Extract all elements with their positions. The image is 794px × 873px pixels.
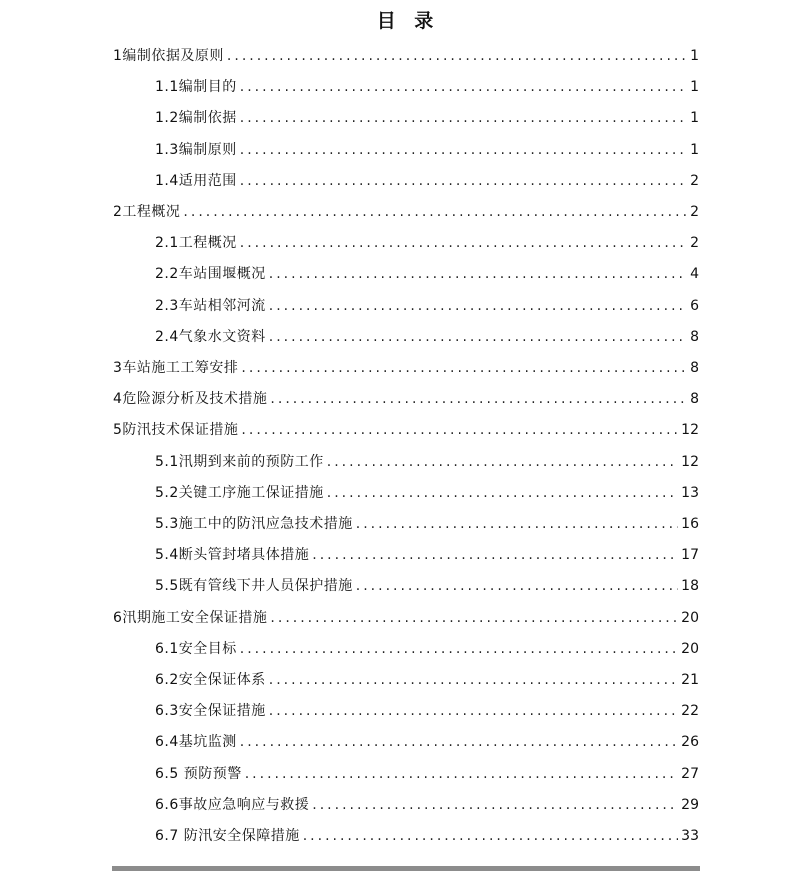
toc-entry-page-number: 13 bbox=[681, 484, 699, 501]
toc-entry-label: 6.6事故应急响应与救援 bbox=[155, 796, 310, 813]
toc-entry-label: 5.4断头管封堵具体措施 bbox=[155, 547, 310, 564]
toc-entry[interactable] bbox=[113, 606, 699, 630]
dot-leader bbox=[269, 668, 678, 692]
toc-entry-page-number: 18 bbox=[681, 578, 699, 595]
toc-entry-page-number: 16 bbox=[681, 516, 699, 532]
toc-entry[interactable] bbox=[155, 762, 699, 786]
dot-leader bbox=[356, 512, 678, 536]
toc-entry-page-number: 20 bbox=[681, 640, 699, 657]
toc-entry-page-number: 8 bbox=[690, 328, 699, 345]
toc-entry[interactable] bbox=[155, 824, 699, 848]
toc-entry-label: 5.5既有管线下井人员保护措施 bbox=[155, 578, 353, 595]
dot-leader bbox=[270, 606, 678, 630]
toc-entry-page-number: 1 bbox=[690, 110, 699, 127]
dot-leader bbox=[240, 231, 687, 255]
toc-entry-label: 6.3安全保证措施 bbox=[155, 703, 266, 720]
dot-leader bbox=[240, 106, 687, 130]
dot-leader bbox=[245, 762, 678, 786]
toc-title: 目 录 bbox=[376, 10, 440, 32]
toc-entry-label: 1.3编制原则 bbox=[155, 141, 237, 158]
toc-entry-page-number: 8 bbox=[690, 360, 699, 376]
toc-entry[interactable] bbox=[155, 450, 699, 474]
dot-leader bbox=[270, 387, 687, 411]
dot-leader bbox=[240, 637, 678, 661]
toc-entry-label: 1编制依据及原则 bbox=[113, 48, 224, 64]
toc-entry[interactable] bbox=[155, 138, 699, 162]
dot-leader bbox=[269, 294, 687, 318]
dot-leader bbox=[269, 262, 687, 286]
toc-entry-page-number: 2 bbox=[690, 204, 699, 220]
toc-entry[interactable] bbox=[113, 387, 699, 411]
toc-entry[interactable] bbox=[155, 793, 699, 817]
toc-entry-page-number: 21 bbox=[681, 672, 699, 688]
toc-entry-label: 6.2安全保证体系 bbox=[155, 672, 266, 688]
toc-entry-label: 1.1编制目的 bbox=[155, 79, 237, 96]
toc-entry[interactable] bbox=[155, 169, 699, 193]
toc-entry-page-number: 2 bbox=[690, 172, 699, 189]
dot-leader bbox=[312, 793, 678, 817]
toc-entry[interactable] bbox=[155, 262, 699, 286]
toc-entry-label: 1.2编制依据 bbox=[155, 110, 237, 127]
toc-entry[interactable] bbox=[155, 231, 699, 255]
toc-entry[interactable] bbox=[155, 325, 699, 349]
toc-entry[interactable] bbox=[155, 730, 699, 754]
toc-entry-page-number: 26 bbox=[681, 734, 699, 751]
toc-entry-page-number: 29 bbox=[681, 796, 699, 813]
toc-entry-page-number: 12 bbox=[681, 422, 699, 439]
toc-entry-label: 2.2车站围堰概况 bbox=[155, 266, 266, 283]
toc-entry[interactable] bbox=[113, 200, 699, 224]
toc-entry[interactable] bbox=[155, 543, 699, 567]
toc-entry-page-number: 6 bbox=[690, 297, 699, 314]
dot-leader bbox=[240, 169, 687, 193]
toc-entry-label: 2.3车站相邻河流 bbox=[155, 297, 266, 314]
dot-leader bbox=[356, 574, 678, 598]
toc-entry-label: 2.4气象水文资料 bbox=[155, 328, 266, 345]
toc-entry-page-number: 8 bbox=[690, 391, 699, 408]
dot-leader bbox=[269, 699, 678, 723]
toc-entry-page-number: 20 bbox=[681, 609, 699, 626]
toc-entry[interactable] bbox=[155, 699, 699, 723]
toc-entry[interactable] bbox=[155, 574, 699, 598]
page-bottom-divider bbox=[112, 866, 700, 871]
toc-entry[interactable] bbox=[113, 418, 699, 442]
toc-entry[interactable] bbox=[155, 106, 699, 130]
toc-entry-label: 6汛期施工安全保证措施 bbox=[113, 609, 268, 626]
toc-entry[interactable] bbox=[113, 44, 699, 68]
toc-entry-label: 5.1汛期到来前的预防工作 bbox=[155, 453, 324, 470]
dot-leader bbox=[227, 44, 687, 68]
toc-entry-page-number: 4 bbox=[690, 266, 699, 283]
toc-entry[interactable] bbox=[113, 356, 699, 380]
toc-entry-page-number: 1 bbox=[690, 141, 699, 158]
toc-entry-label: 6.5 预防预警 bbox=[155, 765, 242, 782]
dot-leader bbox=[327, 450, 678, 474]
toc-entry-label: 6.7 防汛安全保障措施 bbox=[155, 828, 300, 844]
toc-entry-page-number: 27 bbox=[681, 765, 699, 782]
toc-entry-label: 2.1工程概况 bbox=[155, 235, 237, 252]
toc-entry[interactable] bbox=[155, 512, 699, 536]
dot-leader bbox=[269, 325, 687, 349]
toc-entry[interactable] bbox=[155, 75, 699, 99]
toc-entry-label: 6.4基坑监测 bbox=[155, 734, 237, 751]
toc-entry-label: 5.2关键工序施工保证措施 bbox=[155, 484, 324, 501]
toc-entry-label: 6.1安全目标 bbox=[155, 640, 237, 657]
dot-leader bbox=[240, 75, 687, 99]
toc-entry-label: 5防汛技术保证措施 bbox=[113, 422, 239, 439]
toc-entry-page-number: 1 bbox=[690, 79, 699, 96]
toc-entry[interactable] bbox=[155, 481, 699, 505]
toc-entry-label: 4危险源分析及技术措施 bbox=[113, 391, 268, 408]
dot-leader bbox=[240, 138, 687, 162]
dot-leader bbox=[327, 481, 678, 505]
toc-entry[interactable] bbox=[155, 637, 699, 661]
toc-entry-label: 1.4适用范围 bbox=[155, 172, 237, 189]
dot-leader bbox=[241, 418, 678, 442]
dot-leader bbox=[241, 356, 687, 380]
toc-entry-label: 5.3施工中的防汛应急技术措施 bbox=[155, 516, 353, 532]
toc-entry[interactable] bbox=[155, 294, 699, 318]
toc-entry-page-number: 22 bbox=[681, 703, 699, 720]
dot-leader bbox=[240, 730, 678, 754]
toc-entry-page-number: 12 bbox=[681, 453, 699, 470]
toc-entry-page-number: 33 bbox=[681, 828, 699, 844]
toc-entry-page-number: 1 bbox=[690, 48, 699, 64]
toc-entry-page-number: 2 bbox=[690, 235, 699, 252]
toc-entry-page-number: 17 bbox=[681, 547, 699, 564]
toc-entry-label: 3车站施工工筹安排 bbox=[113, 360, 239, 376]
dot-leader bbox=[303, 824, 678, 848]
dot-leader bbox=[312, 543, 678, 567]
toc-entry-label: 2工程概况 bbox=[113, 204, 181, 220]
toc-entry[interactable] bbox=[155, 668, 699, 692]
dot-leader bbox=[183, 200, 687, 224]
